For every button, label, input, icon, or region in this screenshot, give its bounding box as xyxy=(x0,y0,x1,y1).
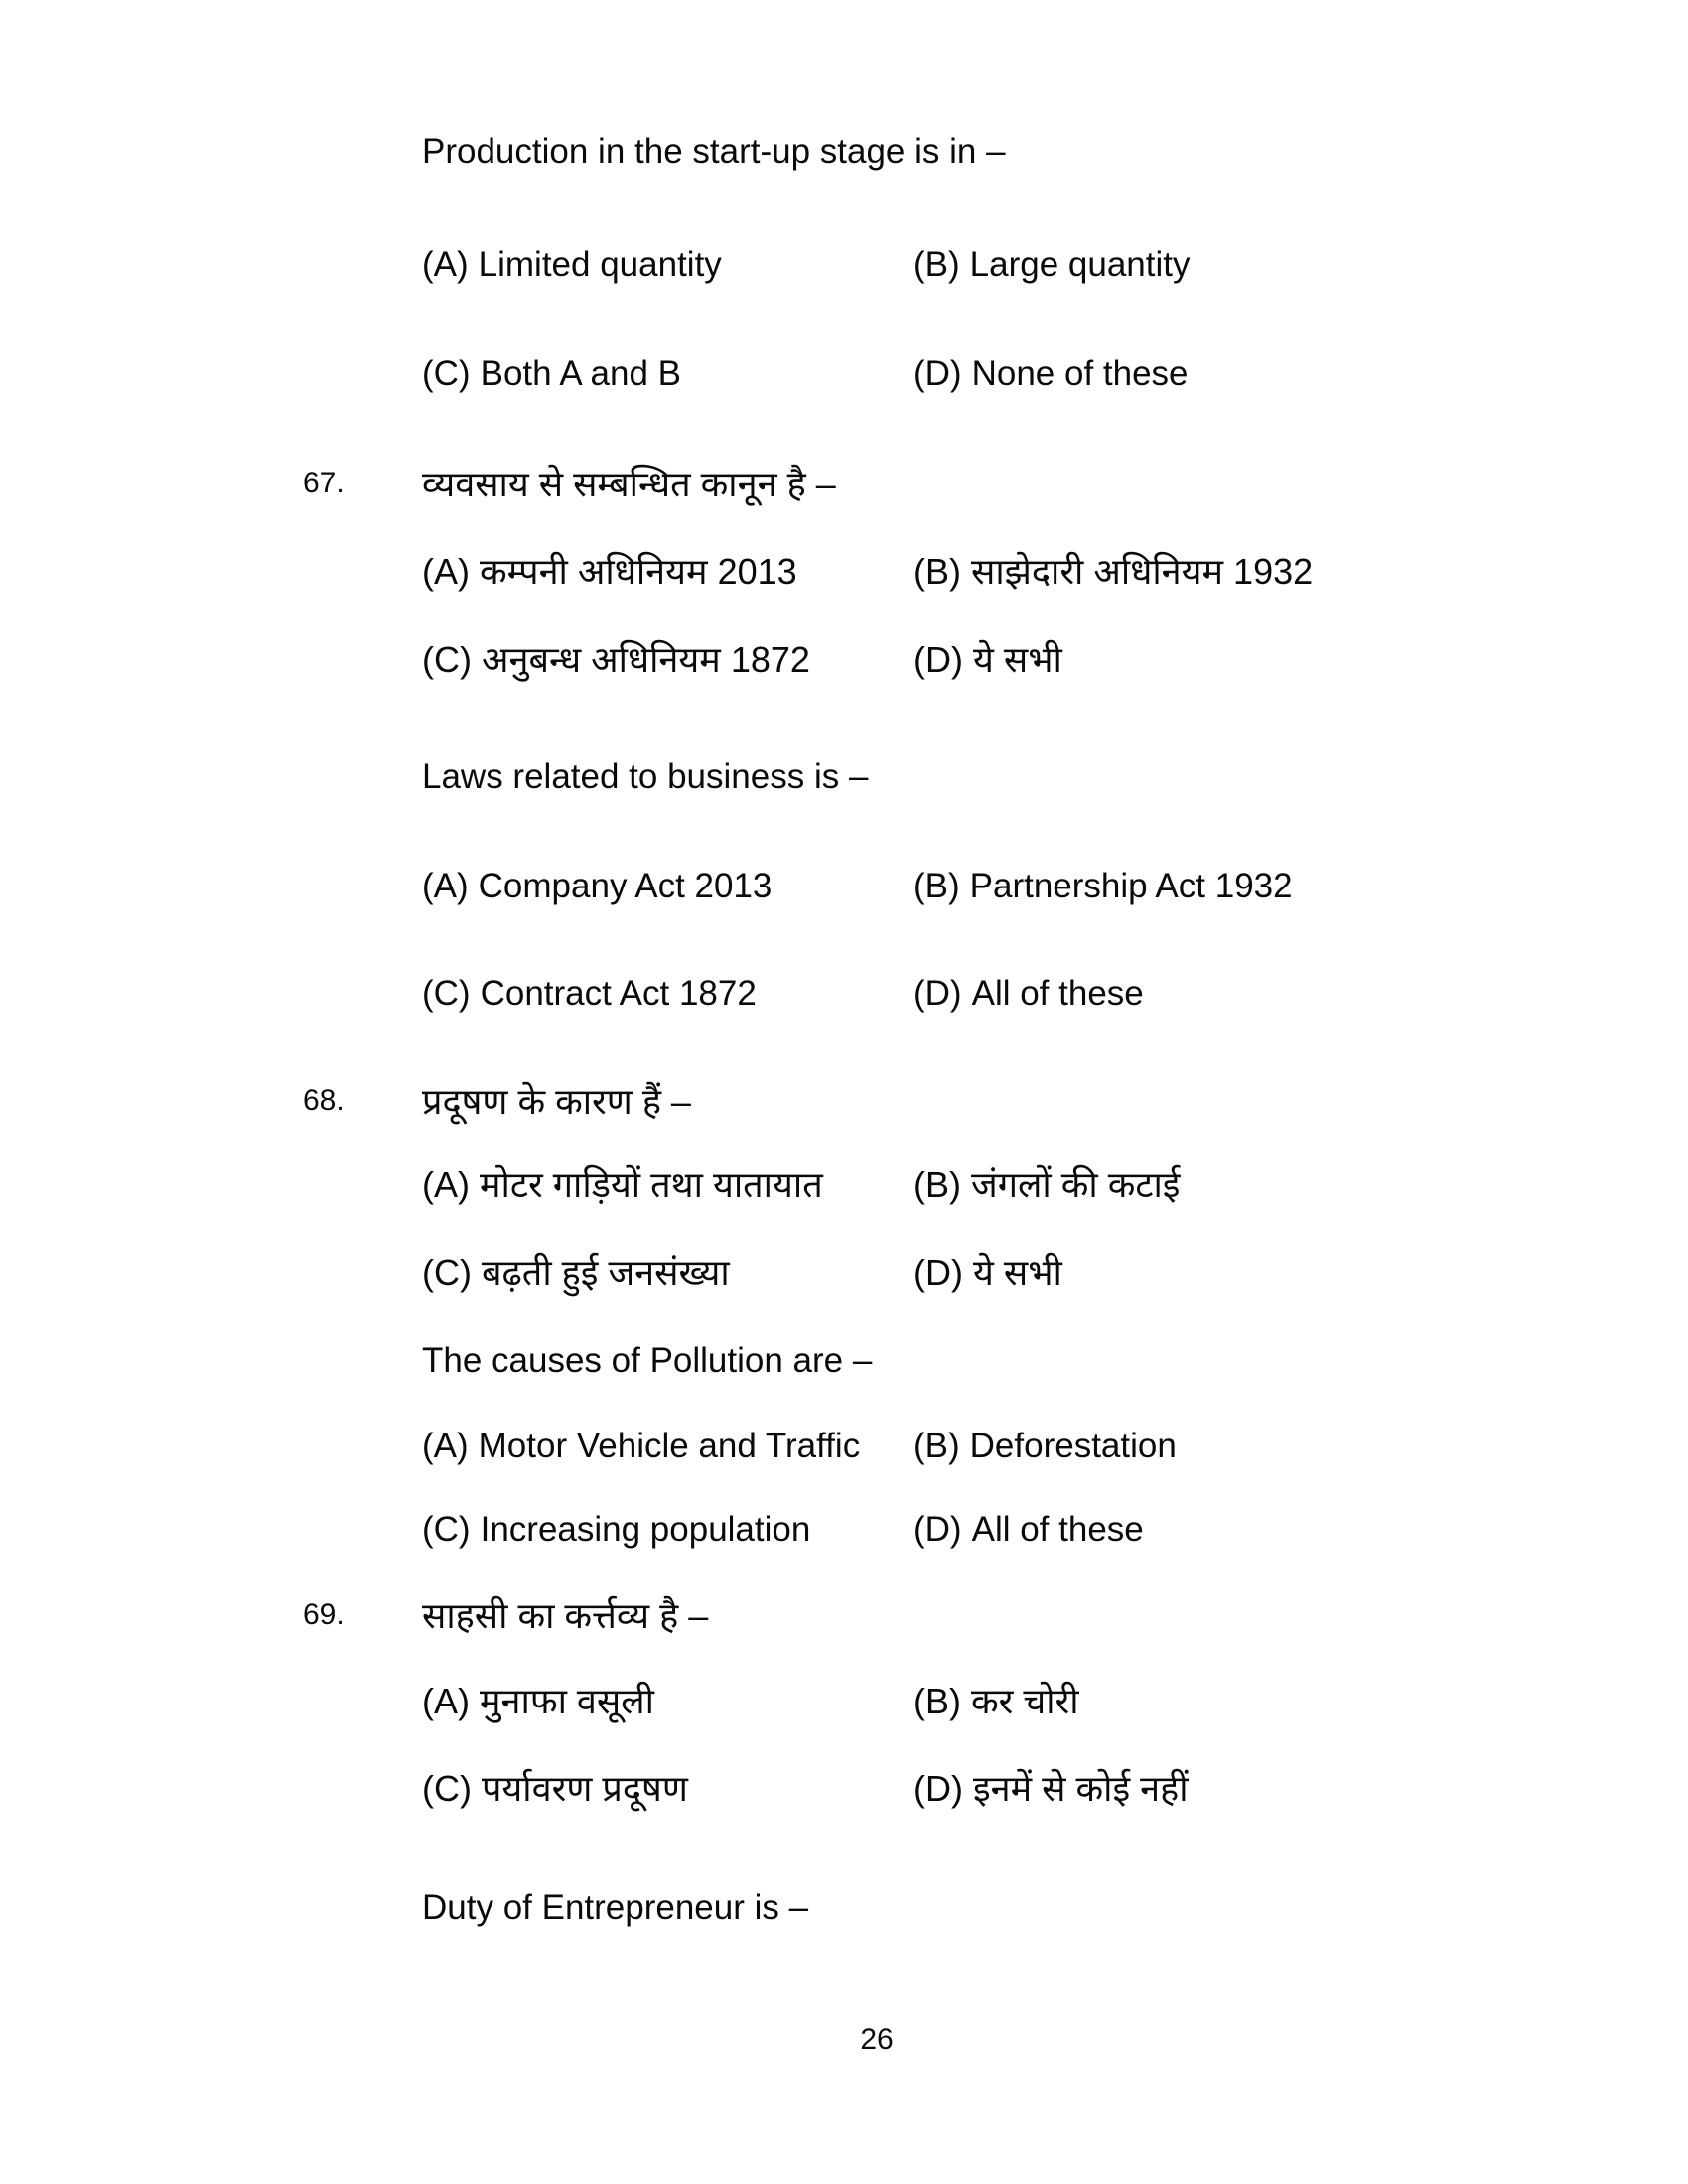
option-text: All of these xyxy=(971,1510,1144,1549)
option-text: कम्पनी अधिनियम 2013 xyxy=(480,551,797,592)
option-a xyxy=(422,245,722,285)
option-d xyxy=(914,974,1144,1014)
question-text: Laws related to business is – xyxy=(422,757,869,796)
option-b xyxy=(914,245,1190,285)
option-text: Contract Act 1872 xyxy=(480,974,757,1013)
option-label: (C) xyxy=(422,1510,471,1549)
option-a xyxy=(422,548,797,597)
option-label: (B) xyxy=(914,245,960,284)
option-label: (B) xyxy=(914,1681,961,1721)
option-label: (C) xyxy=(422,354,471,393)
option-b xyxy=(914,867,1293,906)
option-c xyxy=(422,974,757,1014)
option-text: मोटर गाड़ियों तथा यातायात xyxy=(480,1164,823,1205)
option-text: None of these xyxy=(971,354,1189,393)
option-b xyxy=(914,548,1313,597)
option-c xyxy=(422,1510,810,1550)
option-text: ये सभी xyxy=(972,639,1062,680)
option-d xyxy=(914,1765,1189,1814)
option-b xyxy=(914,1427,1177,1466)
question-text: साहसी का कर्त्तव्य है – xyxy=(422,1595,709,1636)
option-label: (B) xyxy=(914,551,961,592)
option-c xyxy=(422,1249,730,1297)
option-label: (A) xyxy=(422,867,469,905)
option-b xyxy=(914,1161,1180,1210)
option-label: (C) xyxy=(422,1768,472,1809)
option-c xyxy=(422,1765,688,1814)
option-label: (C) xyxy=(422,639,472,680)
option-a xyxy=(422,1678,654,1726)
option-label: (D) xyxy=(914,1768,963,1809)
option-d xyxy=(914,636,1062,685)
option-text: Both A and B xyxy=(480,354,681,393)
option-label: (D) xyxy=(914,354,962,393)
option-text: अनुबन्ध अधिनियम 1872 xyxy=(481,639,810,680)
question-text: प्रदूषण के कारण हैं – xyxy=(422,1081,691,1122)
option-text: Limited quantity xyxy=(478,245,722,284)
option-a xyxy=(422,867,772,906)
question-number: 68. xyxy=(303,1084,345,1117)
option-d xyxy=(914,1249,1062,1297)
option-a xyxy=(422,1161,823,1210)
option-text: पर्यावरण प्रदूषण xyxy=(481,1768,688,1809)
option-label: (A) xyxy=(422,551,470,592)
option-label: (C) xyxy=(422,1252,472,1293)
option-label: (A) xyxy=(422,1164,470,1205)
option-label: (A) xyxy=(422,1427,469,1465)
option-a xyxy=(422,1427,860,1466)
option-text: Deforestation xyxy=(969,1427,1177,1465)
question-number: 69. xyxy=(303,1598,345,1631)
option-text: ये सभी xyxy=(972,1252,1062,1293)
option-text: साझेदारी अधिनियम 1932 xyxy=(971,551,1314,592)
option-text: Company Act 2013 xyxy=(478,867,773,905)
question-text: Production in the start-up stage is in – xyxy=(422,132,1006,171)
option-c xyxy=(422,636,810,685)
option-text: All of these xyxy=(971,974,1144,1013)
option-label: (D) xyxy=(914,1510,962,1549)
option-b xyxy=(914,1678,1079,1726)
option-text: Motor Vehicle and Traffic xyxy=(478,1427,861,1465)
option-text: जंगलों की कटाई xyxy=(971,1164,1181,1205)
option-label: (D) xyxy=(914,1252,963,1293)
option-d xyxy=(914,354,1189,394)
option-c xyxy=(422,354,681,394)
option-text: कर चोरी xyxy=(971,1681,1079,1721)
option-d xyxy=(914,1510,1144,1550)
question-text: Duty of Entrepreneur is – xyxy=(422,1888,809,1927)
question-number: 67. xyxy=(303,467,345,499)
option-label: (B) xyxy=(914,1164,961,1205)
option-text: बढ़ती हुई जनसंख्या xyxy=(481,1252,730,1293)
option-label: (C) xyxy=(422,974,471,1013)
option-text: Increasing population xyxy=(480,1510,811,1549)
option-text: इनमें से कोई नहीं xyxy=(972,1768,1189,1809)
page-number: 26 xyxy=(860,2023,894,2056)
option-label: (D) xyxy=(914,639,963,680)
option-text: Partnership Act 1932 xyxy=(969,867,1293,905)
option-label: (A) xyxy=(422,1681,470,1721)
question-text: The causes of Pollution are – xyxy=(422,1341,873,1380)
option-label: (B) xyxy=(914,1427,960,1465)
option-text: Large quantity xyxy=(969,245,1191,284)
option-label: (A) xyxy=(422,245,469,284)
option-text: मुनाफा वसूली xyxy=(480,1681,654,1721)
question-text: व्यवसाय से सम्बन्धित कानून है – xyxy=(422,464,836,504)
option-label: (B) xyxy=(914,867,960,905)
option-label: (D) xyxy=(914,974,962,1013)
